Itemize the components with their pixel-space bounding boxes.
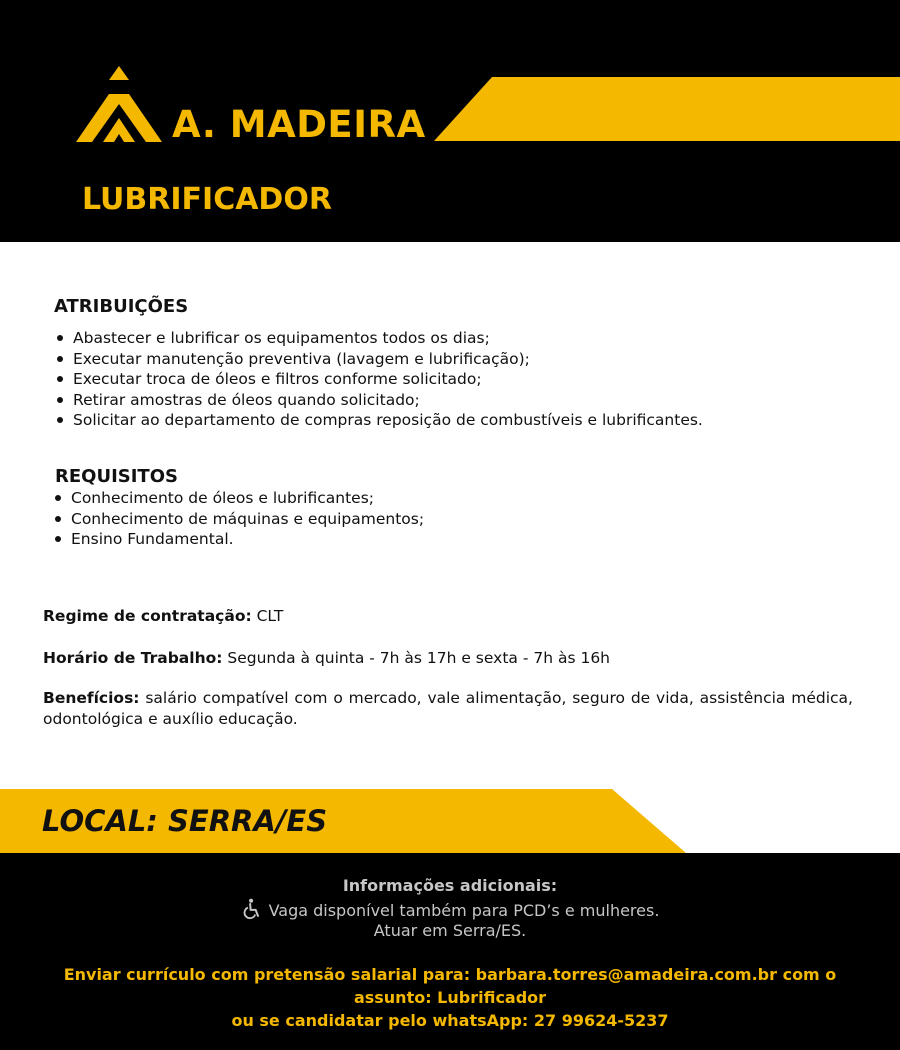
- footer: [0, 853, 900, 1050]
- local-label: LOCAL: SERRA/ES: [42, 804, 328, 838]
- apply-line-3: ou se candidatar pelo whatsApp: 27 99624-5237: [231, 1011, 669, 1030]
- brand-name: A. MADEIRA: [172, 103, 426, 146]
- info-title: Informações adicionais:: [342, 876, 558, 895]
- pcd-text: Vaga disponível também para PCD’s e mulheres.: [268, 901, 660, 920]
- apply-line-2: assunto: Lubrificador: [353, 988, 547, 1007]
- list-item: Conhecimento de óleos e lubrificantes;: [53, 488, 424, 509]
- list-item: Ensino Fundamental.: [53, 529, 424, 550]
- regime-line: [43, 606, 283, 627]
- requisitos-list: [53, 488, 424, 550]
- list-item: Conhecimento de máquinas e equipamentos;: [53, 509, 424, 530]
- beneficios-label: Benefícios:: [43, 689, 140, 707]
- wheelchair-icon: [241, 898, 263, 920]
- list-item: Executar manutenção preventiva (lavagem e lubrificação);: [55, 349, 703, 370]
- list-item: Abastecer e lubrificar os equipamentos todos os dias;: [55, 328, 703, 349]
- atribuicoes-list: [55, 328, 703, 431]
- atribuicoes-title: ATRIBUIÇÕES: [54, 296, 189, 317]
- beneficios-paragraph: [43, 688, 853, 730]
- pcd-line: [0, 898, 900, 922]
- list-item: Solicitar ao departamento de compras reposição de combustíveis e lubrificantes.: [55, 410, 703, 431]
- header: [0, 0, 900, 242]
- horario-line: [43, 648, 610, 669]
- horario-value: Segunda à quinta - 7h às 17h e sexta - 7h às 16h: [222, 649, 611, 667]
- list-item: Retirar amostras de óleos quando solicitado;: [55, 390, 703, 411]
- location-text: Atuar em Serra/ES.: [373, 921, 527, 940]
- apply-line-1: Enviar currículo com pretensão salarial para: barbara.torres@amadeira.com.br com o: [63, 965, 837, 984]
- header-accent-stripe: [434, 77, 900, 141]
- logo-icon: [76, 66, 162, 142]
- beneficios-value: salário compatível com o mercado, vale alimentação, seguro de vida, assistência médica, odontológica e auxílio educação.: [43, 689, 853, 728]
- requisitos-title: REQUISITOS: [55, 466, 178, 487]
- job-title: LUBRIFICADOR: [82, 182, 332, 217]
- horario-label: Horário de Trabalho:: [43, 649, 223, 667]
- list-item: Executar troca de óleos e filtros conforme solicitado;: [55, 369, 703, 390]
- regime-value: CLT: [251, 607, 284, 625]
- regime-label: Regime de contratação:: [43, 607, 252, 625]
